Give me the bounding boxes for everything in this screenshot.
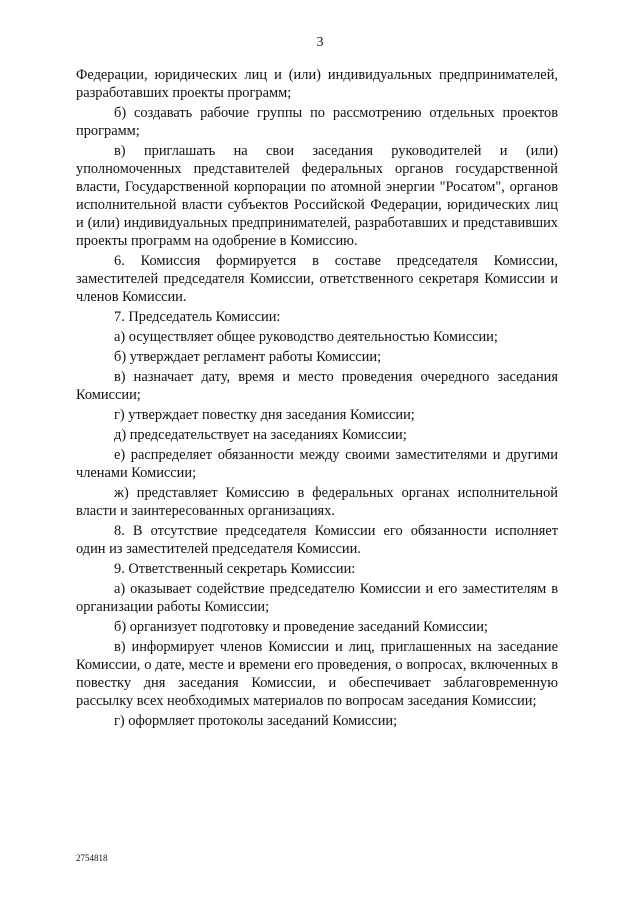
- document-code: 2754818: [76, 853, 108, 863]
- paragraph-secretary-item-a: а) оказывает содействие председателю Комиссии и его заместителям в организации работы Комиссии;: [76, 581, 558, 615]
- paragraph-item-b-working-groups: б) создавать рабочие группы по рассмотрению отдельных проектов программ;: [76, 105, 558, 139]
- document-body: [76, 66, 558, 732]
- paragraph-chair-item-e: е) распределяет обязанности между своими заместителями и другими членами Комиссии;: [76, 447, 558, 481]
- paragraph-chair-item-zh: ж) представляет Комиссию в федеральных органах исполнительной власти и заинтересованных организациях.: [76, 485, 558, 519]
- paragraph-section-6: 6. Комиссия формируется в составе председателя Комиссии, заместителей председателя Комиссии, ответственного секретаря Комиссии и членов Комиссии.: [76, 253, 558, 305]
- paragraph-chair-item-v: в) назначает дату, время и место проведения очередного заседания Комиссии;: [76, 369, 558, 403]
- page-number: 3: [316, 35, 324, 50]
- paragraph-secretary-item-v: в) информирует членов Комиссии и лиц, приглашенных на заседание Комиссии, о дате, месте и времени его проведения, о вопросах, включенных в повестку дня заседания Комиссии, и обеспечивает заблаговременную рассылку всех необходимых материалов по вопросам заседания Комиссии;: [76, 639, 558, 709]
- paragraph-secretary-item-b: б) организует подготовку и проведение заседаний Комиссии;: [114, 619, 488, 635]
- paragraph-chair-item-d: д) председательствует на заседаниях Комиссии;: [114, 427, 407, 443]
- paragraph-chair-item-b: б) утверждает регламент работы Комиссии;: [114, 349, 382, 365]
- paragraph-section-7-heading: 7. Председатель Комиссии:: [114, 309, 281, 325]
- paragraph-section-8: 8. В отсутствие председателя Комиссии его обязанности исполняет один из заместителей председателя Комиссии.: [76, 523, 558, 557]
- paragraph-continuation: Федерации, юридических лиц и (или) индивидуальных предпринимателей, разработавших проекты программ;: [76, 67, 558, 101]
- paragraph-secretary-item-g: г) оформляет протоколы заседаний Комиссии;: [114, 713, 398, 729]
- paragraph-chair-item-g: г) утверждает повестку дня заседания Комиссии;: [114, 407, 415, 423]
- paragraph-item-v-invite: в) приглашать на свои заседания руководителей и (или) уполномоченных представителей федеральных органов государственной власти, Государственной корпорации по атомной энергии "Росатом", органов исполнительной власти субъектов Российской Федерации, юридических лиц и (или) индивидуальных предпринимателей, разработавших и представивших проекты программ на одобрение в Комиссию.: [76, 143, 558, 249]
- paragraph-chair-item-a: а) осуществляет общее руководство деятельностью Комиссии;: [114, 329, 498, 345]
- paragraph-section-9-heading: 9. Ответственный секретарь Комиссии:: [114, 561, 356, 577]
